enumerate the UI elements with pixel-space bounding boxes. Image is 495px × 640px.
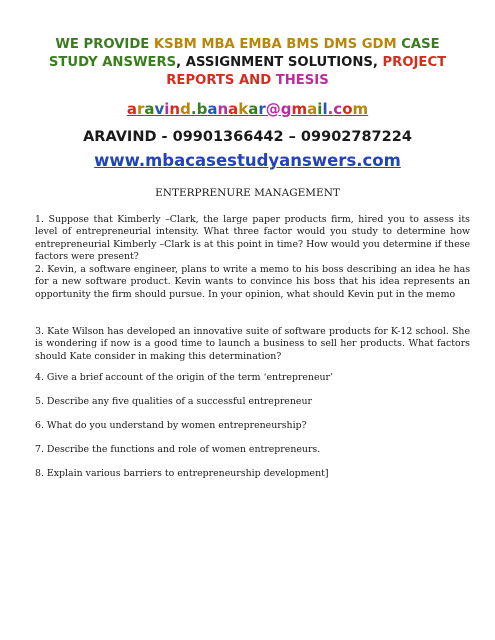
document-title: ENTERPRENURE MANAGEMENT bbox=[155, 187, 340, 199]
headline-part-4: , ASSIGNMENT SOLUTIONS, bbox=[176, 55, 383, 70]
website-link[interactable]: www.mbacasestudyanswers.com bbox=[94, 151, 401, 170]
advert-headline bbox=[40, 36, 455, 90]
headline-part-5: PROJECT REPORTS AND bbox=[166, 55, 447, 88]
question-5: 5. Describe any five qualities of a successful entrepreneur bbox=[35, 396, 312, 407]
contact-email-link[interactable]: aravind.banakar@gmail.com bbox=[126, 100, 369, 118]
question-6: 6. What do you understand by women entrepreneurship? bbox=[35, 420, 307, 431]
headline-part-2: KSBM MBA EMBA BMS DMS GDM bbox=[153, 37, 402, 52]
question-8: 8. Explain various barriers to entrepreneurship development] bbox=[35, 468, 329, 479]
question-3: 3. Kate Wilson has developed an innovative suite of software products for K-12 school. She is wondering if now is a good time to launch a business to sell her products. What factors should Kate consider in making this determination? bbox=[35, 326, 470, 362]
headline-part-6: THESIS bbox=[275, 73, 329, 88]
question-4: 4. Give a brief account of the origin of the term ‘entrepreneur’ bbox=[35, 372, 333, 383]
question-1: 1. Suppose that Kimberly –Clark, the large paper products firm, hired you to assess its level of entrepreneurial intensity. What three factor would you study to determine how entrepreneurial Kimberly –Clark is at this point in time? How would you determine if these factors were present? bbox=[35, 214, 470, 262]
question-2: 2. Kevin, a software engineer, plans to write a memo to his boss describing an idea he has for a new software product. Kevin wants to convince his boss that his idea represents an opportunity the firm should pursue. In your opinion, what should Kevin put in the memo bbox=[35, 264, 470, 300]
headline-part-1: WE PROVIDE bbox=[55, 37, 154, 52]
contact-phone: ARAVIND - 09901366442 – 09902787224 bbox=[83, 129, 412, 145]
question-7: 7. Describe the functions and role of women entrepreneurs. bbox=[35, 444, 321, 455]
headline-part-3: CASE STUDY ANSWERS bbox=[48, 37, 440, 70]
